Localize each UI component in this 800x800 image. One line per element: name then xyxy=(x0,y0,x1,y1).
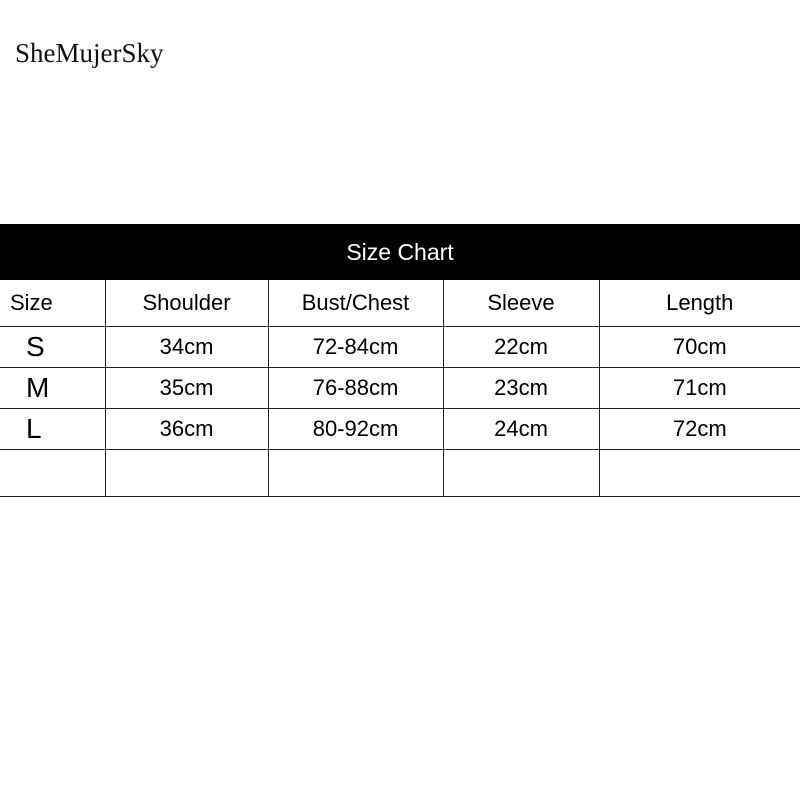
table-row xyxy=(0,409,800,450)
sleeve-cell: 23cm xyxy=(443,368,599,409)
empty-cell xyxy=(443,450,599,497)
table-row xyxy=(0,368,800,409)
bust-chest-cell: 80-92cm xyxy=(268,409,443,450)
shoulder-cell: 36cm xyxy=(105,409,268,450)
sleeve-cell: 22cm xyxy=(443,327,599,368)
column-header-length: Length xyxy=(599,280,800,327)
size-cell: L xyxy=(0,409,105,450)
empty-cell xyxy=(105,450,268,497)
size-chart xyxy=(0,224,800,497)
table-header-row xyxy=(0,280,800,327)
column-header-shoulder: Shoulder xyxy=(105,280,268,327)
size-chart-title: Size Chart xyxy=(0,224,800,280)
brand-name: SheMujerSky xyxy=(15,38,164,68)
length-cell: 70cm xyxy=(599,327,800,368)
length-cell: 72cm xyxy=(599,409,800,450)
table-row xyxy=(0,327,800,368)
bust-chest-cell: 72-84cm xyxy=(268,327,443,368)
empty-cell xyxy=(599,450,800,497)
shoulder-cell: 34cm xyxy=(105,327,268,368)
column-header-bust-chest: Bust/Chest xyxy=(268,280,443,327)
length-cell: 71cm xyxy=(599,368,800,409)
bust-chest-cell: 76-88cm xyxy=(268,368,443,409)
empty-cell xyxy=(268,450,443,497)
size-cell: S xyxy=(0,327,105,368)
size-cell: M xyxy=(0,368,105,409)
shoulder-cell: 35cm xyxy=(105,368,268,409)
empty-cell xyxy=(0,450,105,497)
column-header-sleeve: Sleeve xyxy=(443,280,599,327)
empty-table-row xyxy=(0,450,800,497)
sleeve-cell: 24cm xyxy=(443,409,599,450)
size-table xyxy=(0,280,800,497)
column-header-size: Size xyxy=(0,280,105,327)
